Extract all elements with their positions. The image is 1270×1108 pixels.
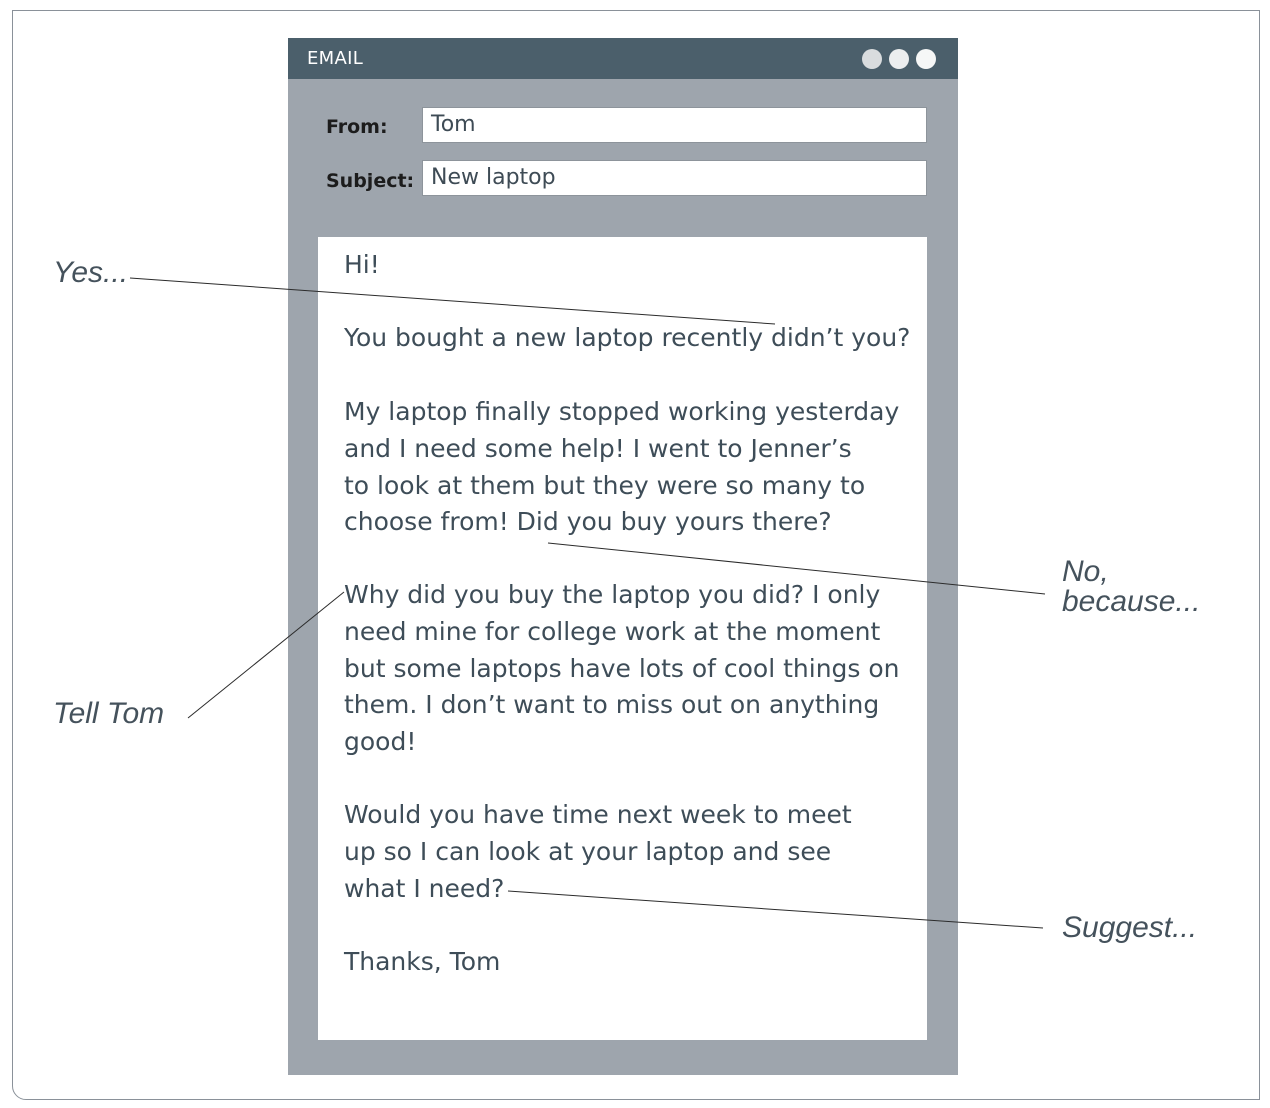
- callout-no: No, because...: [1062, 555, 1201, 618]
- subject-field[interactable]: New laptop: [422, 160, 927, 196]
- paragraph-3: Why did you buy the laptop you did? I only need mine for college work at the moment but some laptops have lots of cool things on them. I don’t want to miss out on anything good!: [344, 580, 900, 757]
- callout-line-no: [548, 543, 1045, 594]
- from-field[interactable]: Tom: [422, 107, 927, 143]
- callout-suggest: Suggest...: [1062, 911, 1198, 944]
- paragraph-4: Would you have time next week to meet up so I can look at your laptop and see what I need?: [344, 800, 852, 903]
- paragraph-1: You bought a new laptop recently didn’t you?: [344, 323, 911, 352]
- callout-yes: Yes...: [53, 256, 129, 289]
- greeting-text: Hi!: [344, 250, 380, 279]
- subject-label: Subject:: [326, 170, 415, 192]
- callout-line-yes: [130, 278, 775, 324]
- callout-line-suggest: [508, 891, 1043, 928]
- callout-tell-tom: Tell Tom: [53, 697, 165, 730]
- callout-line-tell: [188, 592, 344, 718]
- window-title: EMAIL: [307, 48, 364, 69]
- from-label: From:: [326, 116, 388, 138]
- paragraph-2: My laptop finally stopped working yesterday and I need some help! I went to Jenner’s to look at them but they were so many to choose from! Did you buy yours there?: [344, 397, 900, 537]
- signoff-text: Thanks, Tom: [344, 947, 501, 976]
